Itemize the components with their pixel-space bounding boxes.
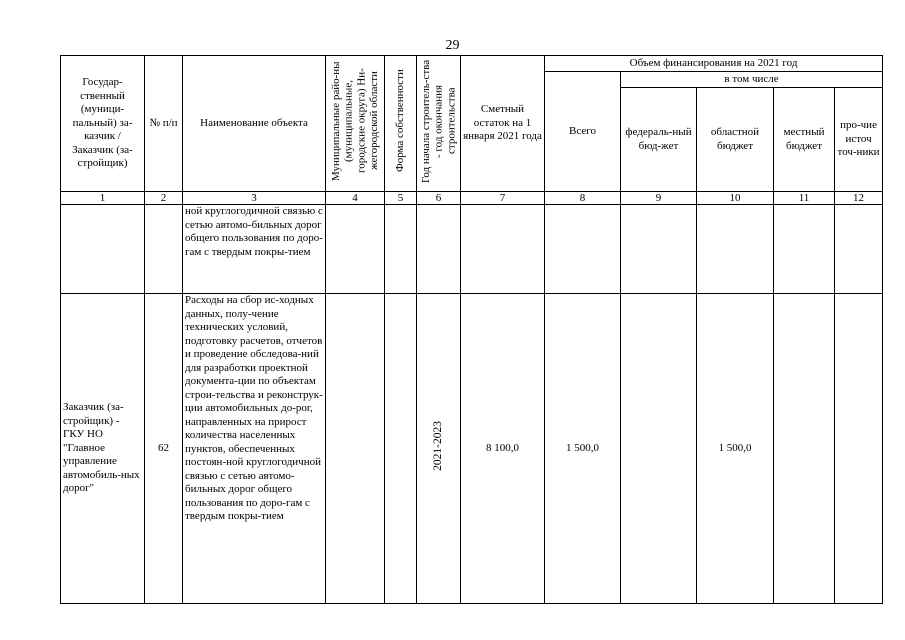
column-number: 3 <box>183 192 326 205</box>
header-districts-cell <box>326 56 385 192</box>
remainder-cell: 8 100,0 <box>461 294 545 604</box>
column-number: 9 <box>621 192 697 205</box>
header-customer: Государ-ственный (муници-пальный) за-казчик / Заказчик (за-стройщик) <box>61 56 145 192</box>
districts-cell <box>326 294 385 604</box>
column-number: 5 <box>385 192 417 205</box>
column-number: 7 <box>461 192 545 205</box>
header-funding: Объем финансирования на 2021 год <box>545 56 883 72</box>
header-ownership-cell <box>385 56 417 192</box>
years-cell <box>417 205 461 294</box>
column-number: 2 <box>145 192 183 205</box>
header-local: местный бюджет <box>774 88 835 192</box>
header-years-cell <box>417 56 461 192</box>
local-cell <box>774 205 835 294</box>
total-cell: 1 500,0 <box>545 294 621 604</box>
column-number: 4 <box>326 192 385 205</box>
header-object-name: Наименование объекта <box>183 56 326 192</box>
column-number-row <box>61 192 883 205</box>
object-name-cell: Расходы на сбор ис-ходных данных, полу-чение технических условий, подготовку расчетов, отчетов и проведение обследова-ний для разработки проектной документа-ции по объектам строи-тельства и реконструк-ции автомобильных до-рог, направленных на прирост количества населенных пунктов, обеспеченных постоян-ной круглогодичной связью с сетью автомо-бильных дорог общего пользования по доро-гам с твердым покры-тием <box>183 294 326 604</box>
other-cell <box>835 294 883 604</box>
header-total: Всего <box>545 72 621 192</box>
financing-table <box>60 55 883 604</box>
object-name-cell: ной круглогодичной связью с сетью автомо-бильных дорог общего пользования по доро-гам с твердым покры-тием <box>183 205 326 294</box>
regional-cell <box>697 205 774 294</box>
header-including: в том числе <box>621 72 883 88</box>
years-cell-wrap <box>417 294 461 604</box>
other-cell <box>835 205 883 294</box>
header-other: про-чие источ точ-ники <box>835 88 883 192</box>
customer-cell: Заказчик (за-стройщик) - ГКУ НО "Главное управление автомобиль-ных дорог" <box>61 294 145 604</box>
page-number: 29 <box>445 38 460 53</box>
table-row <box>61 205 883 294</box>
column-number: 10 <box>697 192 774 205</box>
remainder-cell <box>461 205 545 294</box>
column-number: 11 <box>774 192 835 205</box>
federal-cell <box>621 294 697 604</box>
customer-cell <box>61 205 145 294</box>
header-num: № п/п <box>145 56 183 192</box>
districts-cell <box>326 205 385 294</box>
header-remainder: Сметный остаток на 1 января 2021 года <box>461 56 545 192</box>
column-number: 12 <box>835 192 883 205</box>
header-years: Год начала строитель-ства - год окончания строительства <box>419 59 457 183</box>
header-ownership: Форма собственности <box>394 69 407 173</box>
column-number: 1 <box>61 192 145 205</box>
header-districts: Муниципальные райо-ны (муниципальные, городские округа) Ни-жегородской области <box>329 61 380 182</box>
column-number: 6 <box>417 192 461 205</box>
num-cell: 62 <box>145 294 183 604</box>
ownership-cell <box>385 205 417 294</box>
num-cell <box>145 205 183 294</box>
regional-cell: 1 500,0 <box>697 294 774 604</box>
header-regional: областной бюджет <box>697 88 774 192</box>
local-cell <box>774 294 835 604</box>
header-federal: федераль-ный бюд-жет <box>621 88 697 192</box>
column-number: 8 <box>545 192 621 205</box>
total-cell <box>545 205 621 294</box>
table-row <box>61 294 883 604</box>
ownership-cell <box>385 294 417 604</box>
federal-cell <box>621 205 697 294</box>
years-cell: 2021-2023 <box>432 421 445 472</box>
